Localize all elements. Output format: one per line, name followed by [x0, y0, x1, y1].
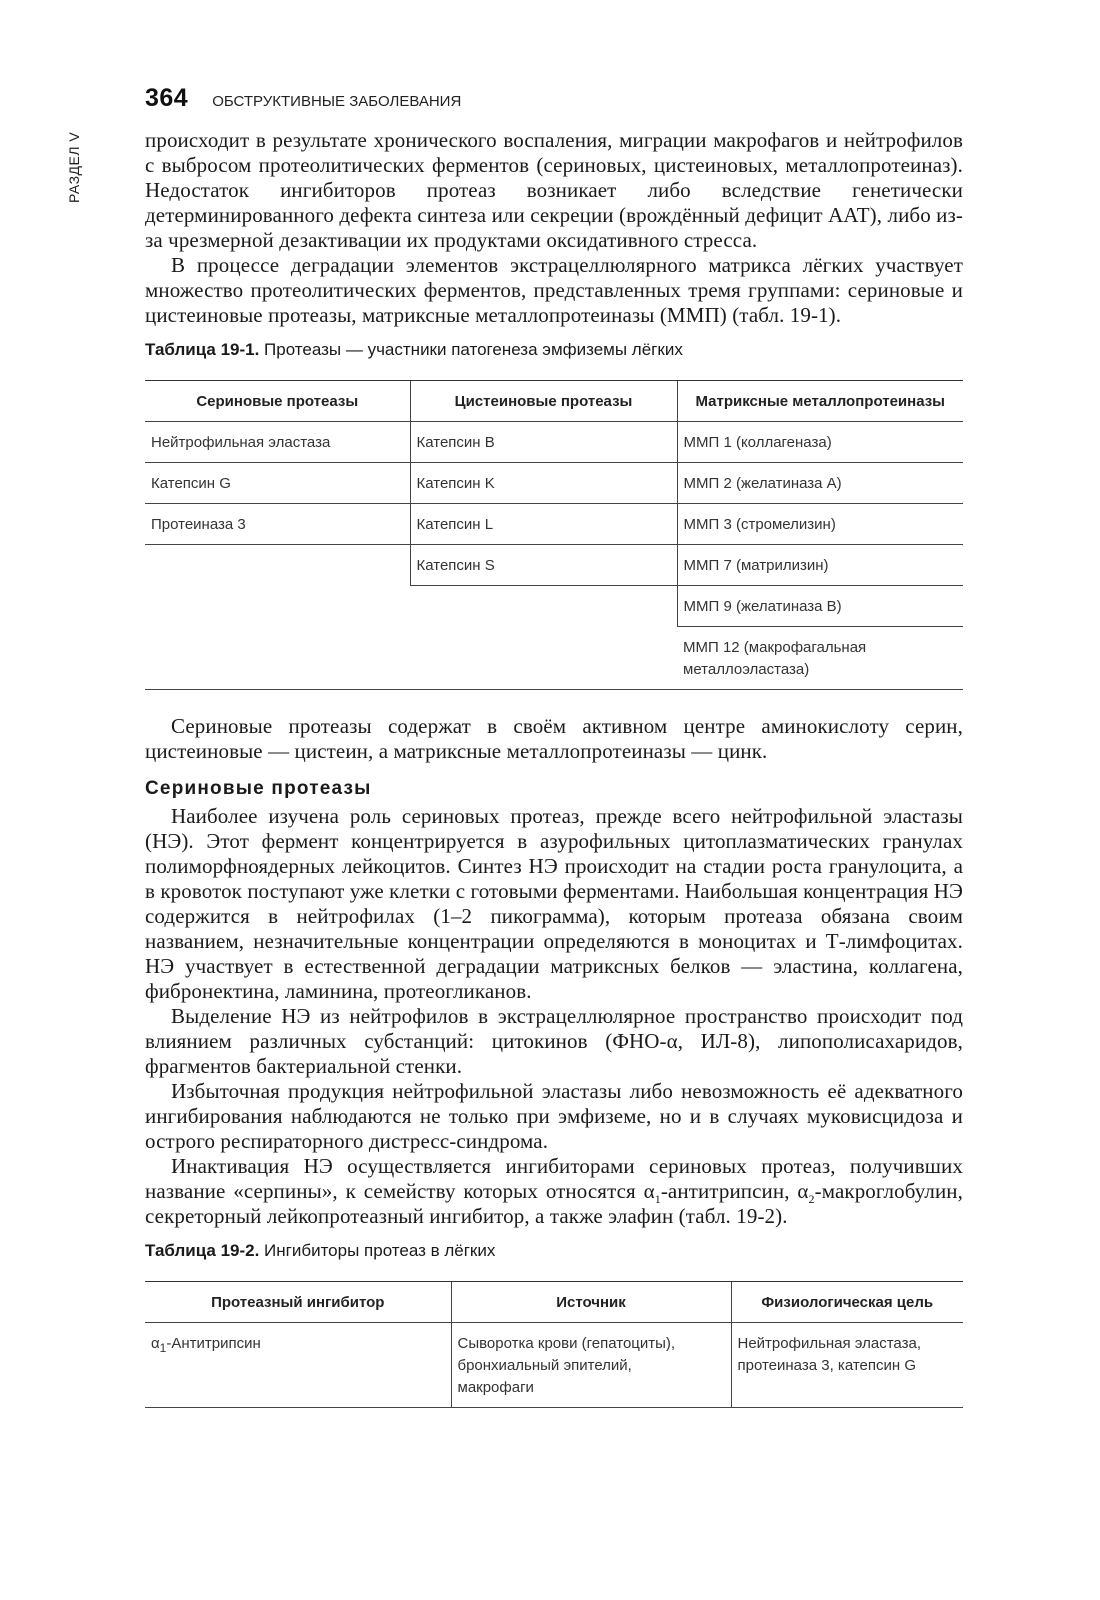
table-header-cell: Протеазный ингибитор	[145, 1282, 451, 1323]
table-2-caption	[145, 1241, 963, 1261]
table-row	[145, 1323, 963, 1408]
table-cell: ММП 9 (желатиназа В)	[677, 586, 963, 627]
paragraph-7-part-b: -антитрипсин, α	[660, 1179, 809, 1203]
table-cell-empty	[410, 586, 677, 690]
table-cell: Нейтрофильная эластаза, протеиназа 3, катепсин G	[731, 1323, 963, 1408]
table-cell	[145, 1323, 451, 1408]
table-cell: ММП 2 (желатиназа А)	[677, 463, 963, 504]
paragraph-4: Наиболее изучена роль сериновых протеаз, прежде всего нейтрофильной эластазы (НЭ). Этот фермент концентрируется в азурофильных цитоплазматических гранулах полиморфноядерных лейкоцитов. Синтез НЭ происходит на стадии роста гранулоцита, а в кровоток поступают уже клетки с готовыми ферментами. Наибольшая концентрация НЭ содержится в нейтрофилах (1–2 пикограмма), которым протеаза обязана своим названием, незначительные концентрации определяются в моноцитах и Т-лимфоцитах. НЭ участвует в естественной деградации матриксных белков — эластина, коллагена, фибронектина, ламинина, протеогликанов.	[145, 804, 963, 1003]
paragraph-6: Избыточная продукция нейтрофильной эластазы либо невозможность её адекватного ингибирования наблюдаются не только при эмфиземе, но и в случаях муковисцидоза и острого респираторного дистресс-синдрома.	[145, 1079, 963, 1153]
table-row	[145, 545, 963, 586]
paragraph-7-part-a: Инактивация НЭ осуществляется ингибиторами сериновых протеаз, получивших название «серпины», к семейству которых относятся α	[145, 1154, 963, 1203]
table-header-row	[145, 381, 963, 422]
paragraph-1: происходит в результате хронического воспаления, миграции макрофагов и нейтрофилов с выбросом протеолитических ферментов (сериновых, цистеиновых, металлопротеиназ). Недостаток ингибиторов протеаз возникает либо вследствие генетически детерминированного дефекта синтеза или секреции (врождённый дефицит ААТ), либо из-за чрезмерной дезактивации их продуктами оксидативного стресса.	[145, 128, 963, 252]
table-cell: ММП 12 (макрофагальная металлоэластаза)	[677, 627, 963, 690]
table-1-caption-label: Таблица 19-1.	[145, 340, 260, 359]
paragraph-7	[145, 1154, 963, 1229]
table-row	[145, 463, 963, 504]
section-heading: Сериновые протеазы	[145, 778, 372, 799]
table-row	[145, 422, 963, 463]
paragraph-3: Сериновые протеазы содержат в своём активном центре аминокислоту серин, цистеиновые — цистеин, а матриксные металлопротеиназы — цинк.	[145, 714, 963, 763]
table-1-caption-text: Протеазы — участники патогенеза эмфиземы лёгких	[259, 340, 683, 359]
table-header-cell: Сериновые протеазы	[145, 381, 410, 422]
paragraph-5: Выделение НЭ из нейтрофилов в экстрацеллюлярное пространство происходит под влиянием различных субстанций: цитокинов (ФНО-α, ИЛ-8), липополисахаридов, фрагментов бактериальной стенки.	[145, 1004, 963, 1078]
alpha-symbol: α	[151, 1335, 160, 1352]
table-header-cell: Матриксные металлопротеиназы	[677, 381, 963, 422]
table-cell: ММП 1 (коллагеназа)	[677, 422, 963, 463]
table-header-cell: Цистеиновые протеазы	[410, 381, 677, 422]
table-inhibitors	[145, 1281, 963, 1408]
table-cell: Катепсин K	[410, 463, 677, 504]
table-cell: ММП 3 (стромелизин)	[677, 504, 963, 545]
table-cell: Сыворотка крови (гепатоциты), бронхиальный эпителий, макрофаги	[451, 1323, 731, 1408]
page-header	[145, 84, 461, 113]
table-1-caption	[145, 340, 963, 360]
inhibitor-name: -Антитрипсин	[166, 1335, 261, 1352]
paragraph-7-part-c: -макроглобулин, секреторный лейкопротеазный ингибитор, а также элафин (табл. 19-2).	[145, 1179, 963, 1228]
table-2-caption-label: Таблица 19-2.	[145, 1241, 260, 1260]
subscript: 1	[159, 1341, 167, 1355]
table-cell: Катепсин S	[410, 545, 677, 586]
running-head: ОБСТРУКТИВНЫЕ ЗАБОЛЕВАНИЯ	[212, 93, 462, 110]
table-header-cell: Источник	[451, 1282, 731, 1323]
table-cell: Катепсин G	[145, 463, 410, 504]
page-number: 364	[145, 84, 189, 112]
table-2-caption-text: Ингибиторы протеаз в лёгких	[259, 1241, 496, 1260]
subscript: 1	[654, 1192, 661, 1207]
table-cell: Нейтрофильная эластаза	[145, 422, 410, 463]
table-header-cell: Физиологическая цель	[731, 1282, 963, 1323]
section-side-label: РАЗДЕЛ V	[66, 132, 82, 204]
table-cell: Катепсин B	[410, 422, 677, 463]
table-cell: Катепсин L	[410, 504, 677, 545]
table-cell-empty	[145, 545, 410, 690]
table-row	[145, 504, 963, 545]
table-cell: ММП 7 (матрилизин)	[677, 545, 963, 586]
subscript: 2	[808, 1192, 815, 1207]
table-cell: Протеиназа 3	[145, 504, 410, 545]
table-header-row	[145, 1282, 963, 1323]
page-content	[145, 128, 963, 1408]
table-proteases	[145, 380, 963, 690]
paragraph-2: В процессе деградации элементов экстрацеллюлярного матрикса лёгких участвует множество протеолитических ферментов, представленных тремя группами: сериновые и цистеиновые протеазы, матриксные металлопротеиназы (ММП) (табл. 19-1).	[145, 253, 963, 327]
